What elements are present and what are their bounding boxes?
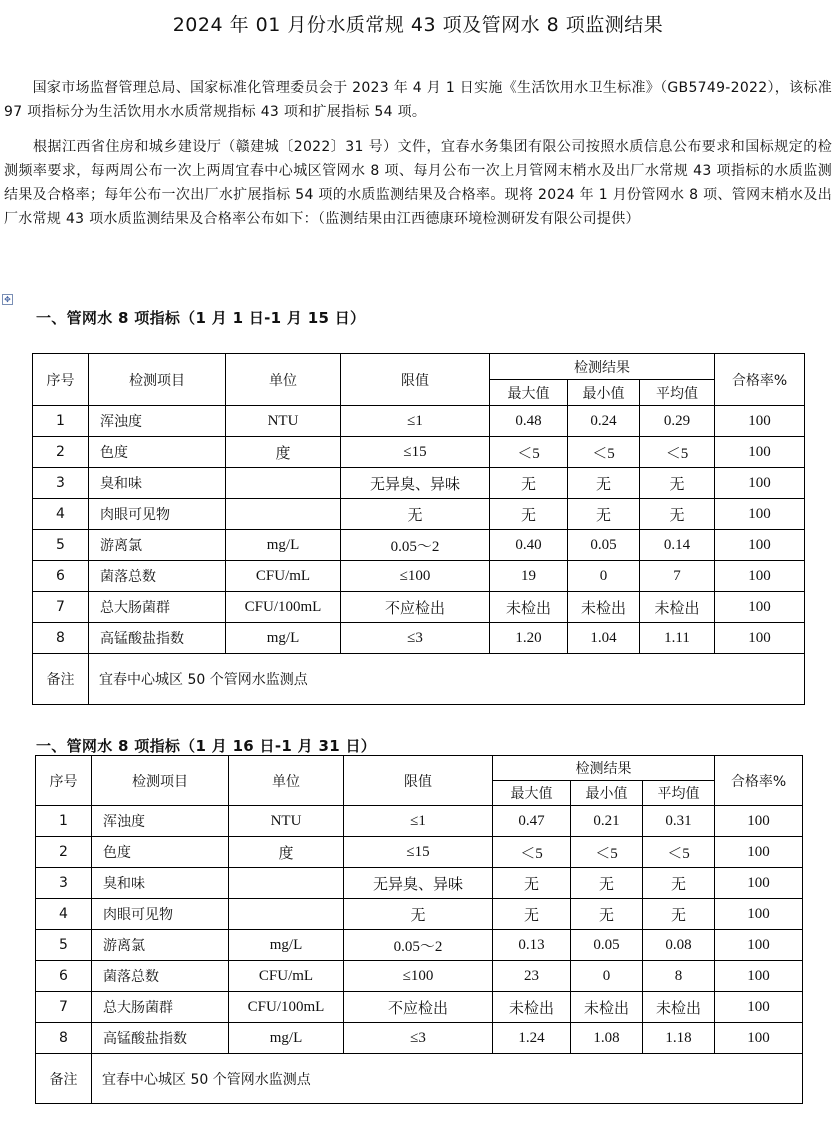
intro-paragraph-standard: 国家市场监督管理总局、国家标准化管理委员会于 2023 年 4 月 1 日实施《生活饮用水卫生标准》（GB5749-2022），该标准 97 项指标分为生活饮用水水质常规指标 43 项和扩展指标 54 项。 — [4, 80, 832, 120]
cell-max: 0.47 — [493, 806, 571, 837]
cell-avg: 无 — [640, 499, 715, 530]
intro-paragraph-publication: 根据江西省住房和城乡建设厅（赣建城〔2022〕31 号）文件，宜春水务集团有限公司按照水质信息公布要求和国标规定的检测频率要求，每两周公布一次上两周宜春中心城区管网水 8 项、每月公布一次上月管网末梢水及出厂水常规 43 项指标的水质监测结果及合格率；每年公布一次出厂水扩展指标 54 项的水质监测结果及合格率。现将 2024 年 1 月份管网水 8 项、管网末梢水及出厂水常规 43 项水质监测结果及合格率公布如下：（监测结果由江西德康环境检测研发有限公司提供） — [4, 139, 832, 227]
header-item: 检测项目 — [92, 756, 229, 806]
cell-unit: 度 — [226, 437, 341, 468]
cell-pass-rate: 100 — [715, 561, 805, 592]
table-row — [33, 530, 805, 561]
cell-min: 未检出 — [568, 592, 640, 623]
cell-pass-rate: 100 — [715, 468, 805, 499]
cell-avg: 1.11 — [640, 623, 715, 654]
cell-min: 0 — [571, 961, 643, 992]
cell-max: 0.13 — [493, 930, 571, 961]
cell-min: 0.05 — [571, 930, 643, 961]
cell-unit: mg/L — [226, 530, 341, 561]
cell-max: 无 — [493, 899, 571, 930]
cell-avg: 7 — [640, 561, 715, 592]
cell-max: ＜5 — [490, 437, 568, 468]
cell-avg: 无 — [643, 899, 715, 930]
table-row — [36, 868, 803, 899]
cell-seq: 1 — [36, 806, 92, 837]
cell-min: ＜5 — [571, 837, 643, 868]
cell-unit: NTU — [229, 806, 344, 837]
cell-pass-rate: 100 — [715, 437, 805, 468]
cell-limit: 无 — [344, 899, 493, 930]
note-label: 备注 — [36, 1054, 92, 1104]
page-title: 2024 年 01 月份水质常规 43 项及管网水 8 项监测结果 — [172, 14, 664, 36]
cell-avg: ＜5 — [643, 837, 715, 868]
cell-limit: 无异臭、异味 — [341, 468, 490, 499]
cell-pass-rate: 100 — [715, 406, 805, 437]
cell-max: 无 — [490, 499, 568, 530]
cell-seq: 1 — [33, 406, 89, 437]
note-text: 宜春中心城区 50 个管网水监测点 — [92, 1054, 803, 1104]
cell-item: 浑浊度 — [89, 406, 226, 437]
cell-seq: 5 — [33, 530, 89, 561]
cell-min: ＜5 — [568, 437, 640, 468]
cell-limit: ≤1 — [341, 406, 490, 437]
header-min: 最小值 — [568, 380, 640, 406]
cell-item: 肉眼可见物 — [92, 899, 229, 930]
cell-min: 0.21 — [571, 806, 643, 837]
cell-pass-rate: 100 — [715, 992, 803, 1023]
cell-item: 游离氯 — [89, 530, 226, 561]
cell-unit — [229, 868, 344, 899]
cell-max: 未检出 — [493, 992, 571, 1023]
cell-limit: 无 — [341, 499, 490, 530]
cell-min: 1.08 — [571, 1023, 643, 1054]
cell-seq: 2 — [33, 437, 89, 468]
cell-seq: 2 — [36, 837, 92, 868]
cell-seq: 5 — [36, 930, 92, 961]
cell-item: 菌落总数 — [89, 561, 226, 592]
cell-seq: 3 — [33, 468, 89, 499]
header-pass-rate: 合格率% — [715, 354, 805, 406]
cell-item: 总大肠菌群 — [89, 592, 226, 623]
cell-max: 无 — [493, 868, 571, 899]
cell-avg: 0.14 — [640, 530, 715, 561]
table-row — [36, 930, 803, 961]
cell-unit: NTU — [226, 406, 341, 437]
cell-seq: 7 — [36, 992, 92, 1023]
results-table-first-half — [32, 353, 805, 705]
header-results: 检测结果 — [490, 354, 715, 380]
cell-pass-rate: 100 — [715, 899, 803, 930]
cell-unit: mg/L — [226, 623, 341, 654]
cell-pass-rate: 100 — [715, 499, 805, 530]
header-unit: 单位 — [229, 756, 344, 806]
table-row — [36, 992, 803, 1023]
cell-pass-rate: 100 — [715, 806, 803, 837]
table-row — [36, 961, 803, 992]
cell-avg: 未检出 — [643, 992, 715, 1023]
section-title-second-half: 一、管网水 8 项指标（1 月 16 日-1 月 31 日） — [36, 737, 377, 755]
cell-limit: ≤1 — [344, 806, 493, 837]
cell-min: 1.04 — [568, 623, 640, 654]
cell-limit: ≤3 — [341, 623, 490, 654]
cell-limit: 0.05～2 — [344, 930, 493, 961]
move-anchor-icon[interactable]: ✥ — [2, 294, 13, 305]
cell-min: 无 — [571, 868, 643, 899]
table-row — [33, 499, 805, 530]
cell-unit: CFU/mL — [226, 561, 341, 592]
header-item: 检测项目 — [89, 354, 226, 406]
cell-min: 无 — [568, 499, 640, 530]
cell-unit: CFU/100mL — [226, 592, 341, 623]
cell-seq: 4 — [33, 499, 89, 530]
header-limit: 限值 — [344, 756, 493, 806]
table-row — [36, 899, 803, 930]
table-row — [33, 592, 805, 623]
table-row — [33, 623, 805, 654]
cell-item: 色度 — [92, 837, 229, 868]
cell-pass-rate: 100 — [715, 1023, 803, 1054]
cell-item: 臭和味 — [89, 468, 226, 499]
cell-avg: 0.31 — [643, 806, 715, 837]
cell-pass-rate: 100 — [715, 961, 803, 992]
header-max: 最大值 — [490, 380, 568, 406]
header-avg: 平均值 — [643, 781, 715, 806]
cell-avg: ＜5 — [640, 437, 715, 468]
cell-pass-rate: 100 — [715, 592, 805, 623]
cell-seq: 8 — [33, 623, 89, 654]
cell-item: 浑浊度 — [92, 806, 229, 837]
header-min: 最小值 — [571, 781, 643, 806]
cell-max: 0.48 — [490, 406, 568, 437]
cell-unit — [226, 468, 341, 499]
cell-unit: mg/L — [229, 930, 344, 961]
cell-avg: 1.18 — [643, 1023, 715, 1054]
table-row — [33, 406, 805, 437]
cell-max: 23 — [493, 961, 571, 992]
cell-limit: ≤100 — [341, 561, 490, 592]
cell-item: 总大肠菌群 — [92, 992, 229, 1023]
cell-limit: ≤15 — [341, 437, 490, 468]
header-seq: 序号 — [33, 354, 89, 406]
table-row — [33, 437, 805, 468]
cell-item: 菌落总数 — [92, 961, 229, 992]
cell-min: 无 — [568, 468, 640, 499]
cell-max: ＜5 — [493, 837, 571, 868]
cell-item: 高锰酸盐指数 — [89, 623, 226, 654]
cell-min: 0.24 — [568, 406, 640, 437]
cell-pass-rate: 100 — [715, 623, 805, 654]
cell-item: 高锰酸盐指数 — [92, 1023, 229, 1054]
cell-max: 1.24 — [493, 1023, 571, 1054]
cell-max: 未检出 — [490, 592, 568, 623]
cell-pass-rate: 100 — [715, 868, 803, 899]
cell-seq: 8 — [36, 1023, 92, 1054]
cell-avg: 无 — [643, 868, 715, 899]
cell-unit: CFU/100mL — [229, 992, 344, 1023]
cell-limit: 不应检出 — [341, 592, 490, 623]
header-max: 最大值 — [493, 781, 571, 806]
cell-pass-rate: 100 — [715, 837, 803, 868]
cell-max: 0.40 — [490, 530, 568, 561]
section-title-first-half: 一、管网水 8 项指标（1 月 1 日-1 月 15 日） — [36, 309, 366, 327]
cell-pass-rate: 100 — [715, 930, 803, 961]
cell-seq: 4 — [36, 899, 92, 930]
cell-item: 肉眼可见物 — [89, 499, 226, 530]
table-row — [36, 1023, 803, 1054]
cell-seq: 3 — [36, 868, 92, 899]
cell-max: 1.20 — [490, 623, 568, 654]
cell-limit: 无异臭、异味 — [344, 868, 493, 899]
note-label: 备注 — [33, 654, 89, 705]
cell-min: 无 — [571, 899, 643, 930]
cell-max: 无 — [490, 468, 568, 499]
table-row — [36, 837, 803, 868]
cell-avg: 0.29 — [640, 406, 715, 437]
cell-item: 臭和味 — [92, 868, 229, 899]
cell-seq: 6 — [36, 961, 92, 992]
cell-unit — [226, 499, 341, 530]
cell-unit — [229, 899, 344, 930]
header-seq: 序号 — [36, 756, 92, 806]
cell-item: 色度 — [89, 437, 226, 468]
cell-limit: 不应检出 — [344, 992, 493, 1023]
cell-avg: 0.08 — [643, 930, 715, 961]
cell-seq: 7 — [33, 592, 89, 623]
header-results: 检测结果 — [493, 756, 715, 781]
cell-limit: 0.05～2 — [341, 530, 490, 561]
header-limit: 限值 — [341, 354, 490, 406]
cell-min: 0 — [568, 561, 640, 592]
cell-avg: 无 — [640, 468, 715, 499]
cell-min: 未检出 — [571, 992, 643, 1023]
cell-max: 19 — [490, 561, 568, 592]
results-table-second-half — [35, 755, 803, 1104]
header-unit: 单位 — [226, 354, 341, 406]
header-avg: 平均值 — [640, 380, 715, 406]
header-pass-rate: 合格率% — [715, 756, 803, 806]
cell-avg: 8 — [643, 961, 715, 992]
note-text: 宜春中心城区 50 个管网水监测点 — [89, 654, 805, 705]
cell-limit: ≤15 — [344, 837, 493, 868]
cell-limit: ≤3 — [344, 1023, 493, 1054]
table-row — [33, 561, 805, 592]
table-row — [33, 468, 805, 499]
cell-pass-rate: 100 — [715, 530, 805, 561]
cell-unit: CFU/mL — [229, 961, 344, 992]
cell-avg: 未检出 — [640, 592, 715, 623]
cell-min: 0.05 — [568, 530, 640, 561]
cell-seq: 6 — [33, 561, 89, 592]
cell-item: 游离氯 — [92, 930, 229, 961]
cell-limit: ≤100 — [344, 961, 493, 992]
table-row — [36, 806, 803, 837]
cell-unit: 度 — [229, 837, 344, 868]
cell-unit: mg/L — [229, 1023, 344, 1054]
